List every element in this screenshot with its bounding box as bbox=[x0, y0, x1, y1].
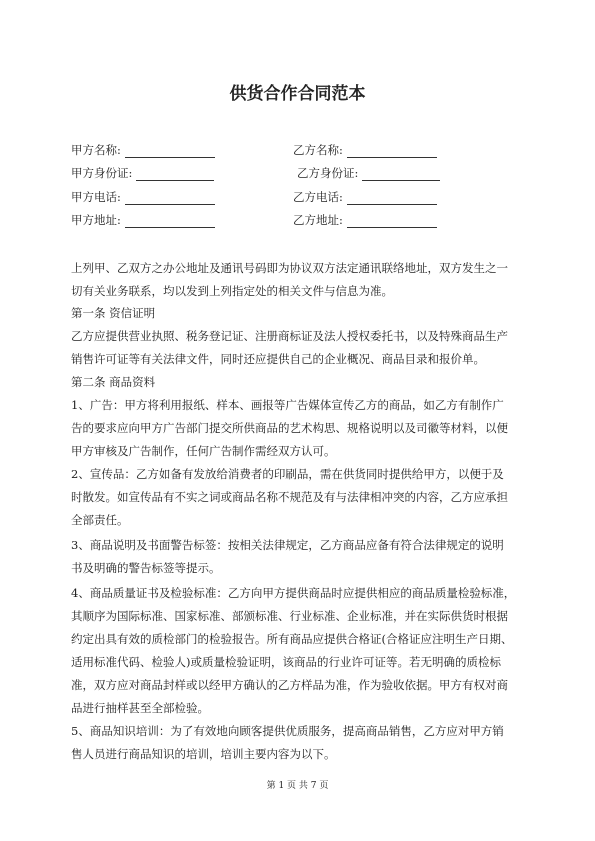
body-line: 品进行抽样甚至全部检验。 bbox=[71, 701, 209, 715]
body-line: 告的要求应向甲方广告部门提交所供商品的艺术构思、规格说明以及司徽等材料，以便 bbox=[71, 421, 508, 435]
body-line: 适用标准代码、检验人)或质量检验证明，该商品的行业许可证等。若无明确的质检标 bbox=[71, 655, 501, 669]
body-line: 全部责任。 bbox=[71, 513, 129, 527]
party-b-address-label: 乙方地址: bbox=[293, 213, 343, 227]
party-b-address-field bbox=[293, 212, 437, 228]
party-b-name-label: 乙方名称: bbox=[293, 143, 343, 157]
party-b-id-label: 乙方身份证: bbox=[297, 166, 359, 180]
party-b-id-field bbox=[297, 165, 440, 181]
document-title: 供货合作合同范本 bbox=[229, 84, 366, 104]
party-a-phone-field bbox=[71, 189, 215, 205]
party-b-name-field bbox=[293, 142, 437, 158]
body-line: 售人员进行商品知识的培训，培训主要内容为以下。 bbox=[71, 747, 336, 761]
body-line: 准，双方应对商品封样或以经甲方确认的乙方样品为准，作为验收依据。甲方有权对商 bbox=[71, 678, 508, 692]
page-number: 第 1 页 共 7 页 bbox=[266, 781, 329, 791]
article-heading: 第一条 资信证明 bbox=[71, 306, 156, 320]
body-line: 书及明确的警告标签等提示。 bbox=[71, 561, 221, 575]
body-line: 4、商品质量证书及检验标准：乙方向甲方提供商品时应提供相应的商品质量检验标准， bbox=[71, 586, 516, 600]
body-line: 3、商品说明及书面警告标签：按相关法律规定，乙方商品应备有符合法律规定的说明 bbox=[71, 538, 504, 552]
article-heading: 第二条 商品资料 bbox=[71, 375, 156, 389]
party-b-phone-field bbox=[293, 189, 437, 205]
body-line: 时散发。如宣传品有不实之词或商品名称不规范及有与法律相冲突的内容，乙方应承担 bbox=[71, 490, 508, 504]
party-a-name-blank[interactable] bbox=[125, 145, 215, 158]
party-a-address-field bbox=[71, 212, 215, 228]
party-a-name-label: 甲方名称: bbox=[71, 143, 121, 157]
party-b-address-blank[interactable] bbox=[347, 215, 437, 228]
body-line: 1、广告：甲方将利用报纸、样本、画报等广告媒体宣传乙方的商品，如乙方有制作广 bbox=[71, 398, 504, 412]
body-line: 其顺序为国际标准、国家标准、部颁标准、行业标准、企业标准，并在实际供货时根据 bbox=[71, 609, 508, 623]
body-line: 乙方应提供营业执照、税务登记证、注册商标证及法人授权委托书，以及特殊商品生产 bbox=[71, 329, 508, 343]
party-a-id-blank[interactable] bbox=[136, 168, 214, 181]
party-a-id-field bbox=[71, 165, 214, 181]
party-a-name-field bbox=[71, 142, 215, 158]
body-line: 约定出具有效的质检部门的检验报告。所有商品应提供合格证(合格证应注明生产日期、 bbox=[71, 632, 513, 646]
party-a-address-label: 甲方地址: bbox=[71, 213, 121, 227]
party-b-phone-label: 乙方电话: bbox=[293, 190, 343, 204]
party-a-phone-label: 甲方电话: bbox=[71, 190, 121, 204]
party-a-address-blank[interactable] bbox=[125, 215, 215, 228]
body-line: 5、商品知识培训：为了有效地向顾客提供优质服务，提高商品销售，乙方应对甲方销 bbox=[71, 724, 504, 738]
party-b-id-blank[interactable] bbox=[362, 168, 440, 181]
party-b-phone-blank[interactable] bbox=[347, 192, 437, 205]
body-line: 2、宣传品：乙方如备有发放给消费者的印刷品，需在供货同时提供给甲方，以便于及 bbox=[71, 467, 504, 481]
party-a-id-label: 甲方身份证: bbox=[71, 166, 133, 180]
party-b-name-blank[interactable] bbox=[347, 145, 437, 158]
party-a-phone-blank[interactable] bbox=[125, 192, 215, 205]
body-line: 销售许可证等有关法律文件，同时还应提供自己的企业概况、商品目录和报价单。 bbox=[71, 352, 485, 366]
body-line: 甲方审核及广告制作，任何广告制作需经双方认可。 bbox=[71, 444, 336, 458]
body-line: 切有关业务联系，均以发到上列指定处的相关文件与信息为准。 bbox=[71, 284, 393, 298]
body-line: 上列甲、乙双方之办公地址及通讯号码即为协议双方法定通讯联络地址，双方发生之一 bbox=[71, 261, 508, 275]
